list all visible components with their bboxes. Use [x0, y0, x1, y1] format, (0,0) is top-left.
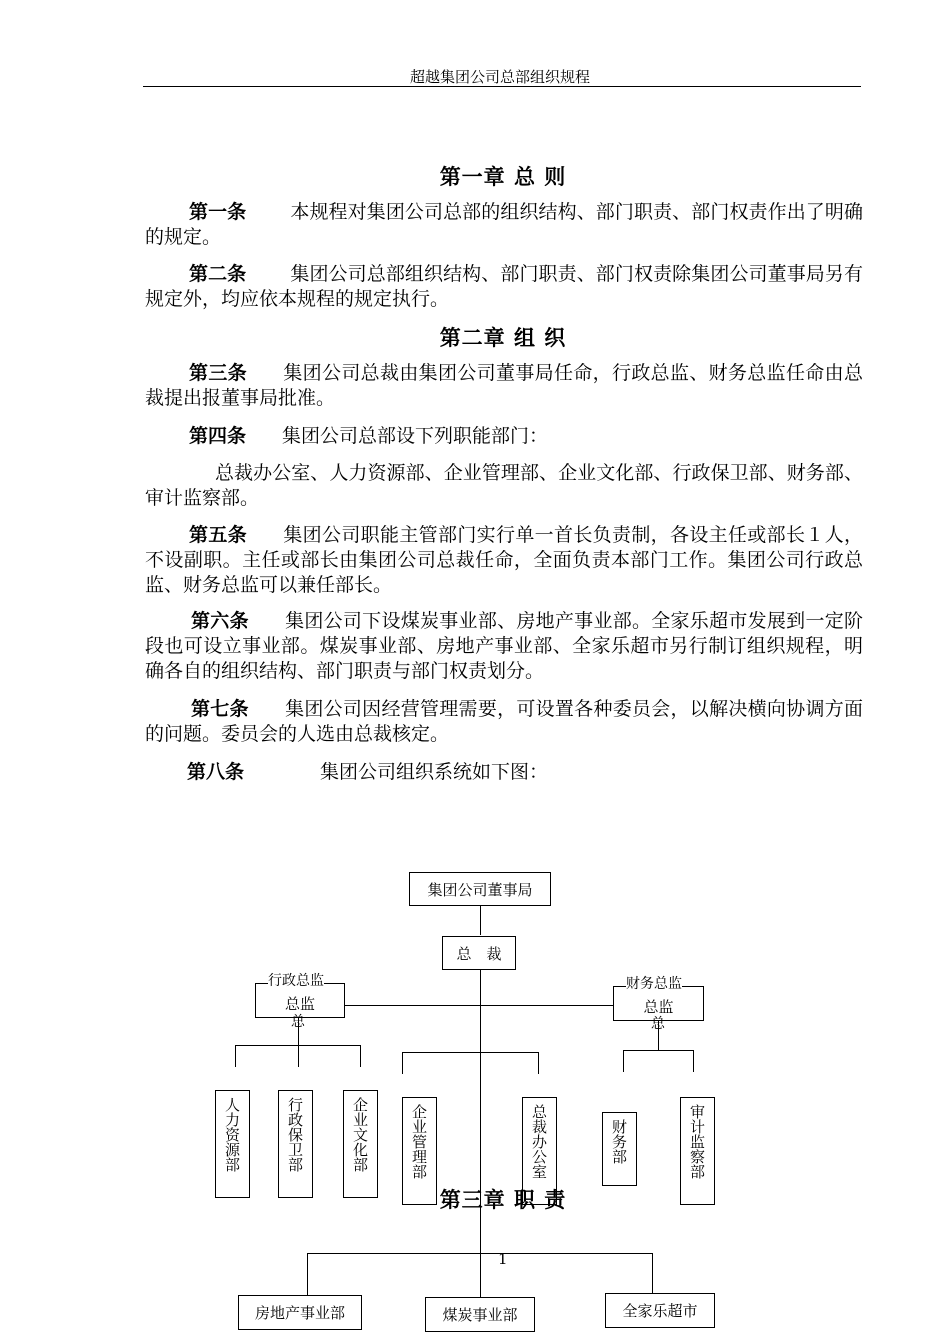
article-label: 第三条: [189, 362, 247, 384]
article-7: [145, 697, 863, 747]
board-box: 集团公司董事局: [409, 872, 551, 906]
connector: [538, 1052, 539, 1074]
article-label: 第五条: [189, 524, 247, 546]
connector: [360, 1045, 361, 1067]
page-number: 1: [498, 1250, 508, 1268]
article-3: [145, 361, 863, 411]
unit-real-estate: 房地产事业部: [238, 1295, 362, 1330]
president-box: 总 裁: [442, 936, 516, 970]
connector: [402, 1052, 403, 1074]
article-label: 第二条: [189, 263, 247, 285]
dept-culture: 企业文化部: [343, 1090, 378, 1198]
connector: [235, 1045, 236, 1067]
article-label: 第七条: [191, 698, 249, 720]
finance-director-box: 总监: [613, 986, 704, 1021]
header-title: 超越集团公司总部组织规程: [409, 68, 590, 86]
department-list: [145, 461, 863, 511]
chapter-2-title: 第二章 组 织: [439, 326, 567, 350]
connector: [402, 1052, 538, 1053]
dept-president-office: 总裁办公室: [522, 1097, 557, 1205]
admin-director-title: 行政总监: [268, 973, 324, 989]
finance-director-title: 财务总监: [626, 976, 682, 992]
article-text: 本规程对集团公司总部的组织结构、部门职责、部门权责作出了明确的规定。: [145, 201, 863, 248]
dept-audit: 审计监察部: [680, 1097, 715, 1205]
article-text: 集团公司总裁由集团公司董事局任命，行政总监、财务总监任命由总裁提出报董事局批准。: [145, 362, 863, 409]
chapter-3-title: 第三章 职 责: [439, 1188, 567, 1212]
connector: [623, 1050, 693, 1051]
article-label: 第一条: [189, 201, 247, 223]
dept-hr: 人力资源部: [215, 1090, 250, 1198]
unit-supermarket: 全家乐超市: [605, 1293, 715, 1328]
connector: [480, 905, 481, 935]
connector: [298, 1045, 299, 1067]
article-1: [145, 200, 863, 250]
chapter-1-title: 第一章 总 则: [439, 165, 567, 189]
admin-director-sub: 总: [291, 1014, 305, 1030]
article-label: 第六条: [191, 610, 249, 632]
dept-enterprise-mgmt: 企业管理部: [402, 1097, 437, 1205]
dept-finance: 财务部: [602, 1112, 637, 1186]
article-text: 集团公司组织系统如下图：: [320, 761, 549, 783]
article-6: [145, 609, 863, 684]
article-text: 集团公司总部组织结构、部门职责、部门权责除集团公司董事局另有规定外，均应依本规程的规定执行。: [145, 263, 863, 310]
dept-admin-security: 行政保卫部: [278, 1090, 313, 1198]
article-5: [145, 523, 863, 598]
connector: [307, 1253, 308, 1295]
article-8: [145, 760, 863, 785]
connector: [623, 1050, 624, 1072]
finance-director-sub: 总: [651, 1016, 665, 1032]
article-text: 集团公司因经营管理需要，可设置各种委员会，以解决横向协调方面的问题。委员会的人选由总裁核定。: [145, 698, 863, 745]
article-text: 集团公司总部设下列职能部门：: [282, 425, 549, 447]
header-rule: [143, 86, 861, 87]
article-text: 集团公司职能主管部门实行单一首长负责制，各设主任或部长１人，不设副职。主任或部长由集团公司总裁任命，全面负责本部门工作。集团公司行政总监、财务总监可以兼任部长。: [145, 524, 863, 596]
connector: [480, 1253, 481, 1297]
article-2: [145, 262, 863, 312]
connector: [693, 1050, 694, 1072]
connector: [652, 1253, 653, 1293]
article-label: 第八条: [187, 761, 245, 783]
article-4: [145, 424, 863, 449]
unit-coal: 煤炭事业部: [425, 1297, 535, 1332]
connector: [345, 1005, 613, 1006]
article-label: 第四条: [189, 425, 247, 447]
article-text: 集团公司下设煤炭事业部、房地产事业部。全家乐超市发展到一定阶段也可设立事业部。煤炭事业部、房地产事业部、全家乐超市另行制订组织规程，明确各自的组织结构、部门职责与部门权责划分。: [145, 610, 863, 682]
admin-director-box: 总监: [255, 983, 345, 1018]
article-text: 总裁办公室、人力资源部、企业管理部、企业文化部、行政保卫部、财务部、审计监察部。: [145, 462, 863, 509]
